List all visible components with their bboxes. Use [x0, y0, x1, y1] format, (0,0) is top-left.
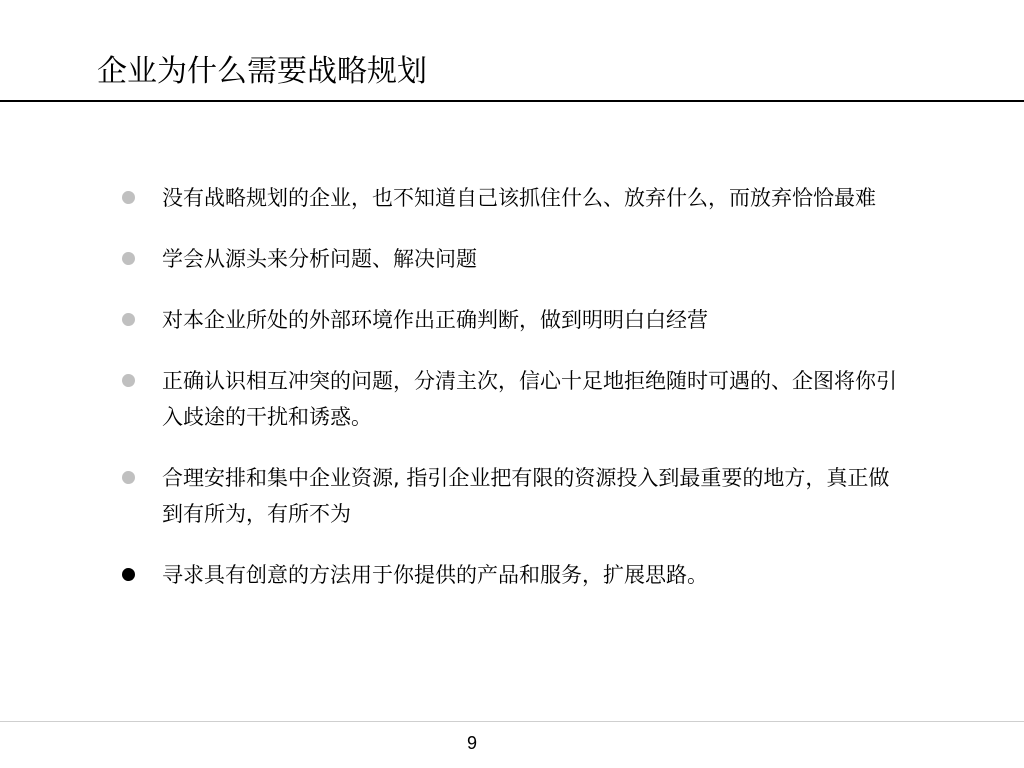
- bullet-list: [120, 180, 910, 618]
- list-item: [120, 302, 910, 338]
- bullet-text: 没有战略规划的企业，也不知道自己该抓住什么、放弃什么，而放弃恰恰最难: [162, 186, 876, 210]
- bullet-text: 正确认识相互冲突的问题，分清主次，信心十足地拒绝随时可遇的、企图将你引入歧途的干扰和诱惑。: [162, 369, 897, 429]
- list-item: [120, 557, 910, 593]
- bullet-text: 合理安排和集中企业资源, 指引企业把有限的资源投入到最重要的地方，真正做到有所为，有所不为: [162, 466, 890, 526]
- bullet-text: 寻求具有创意的方法用于你提供的产品和服务，扩展思路。: [162, 563, 708, 587]
- bullet-dot-icon: [122, 191, 135, 204]
- slide-title: 企业为什么需要战略规划: [97, 54, 427, 89]
- list-item: [120, 180, 910, 216]
- bullet-dot-icon: [122, 568, 135, 581]
- title-divider: [0, 100, 1024, 102]
- bullet-text: 对本企业所处的外部环境作出正确判断，做到明明白白经营: [162, 308, 708, 332]
- bullet-dot-icon: [122, 471, 135, 484]
- list-item: [120, 363, 910, 435]
- bullet-dot-icon: [122, 313, 135, 326]
- bullet-dot-icon: [122, 374, 135, 387]
- page-number: 9: [466, 733, 477, 753]
- bullet-dot-icon: [122, 252, 135, 265]
- bullet-text: 学会从源头来分析问题、解决问题: [162, 247, 477, 271]
- footer-divider: [0, 721, 1024, 722]
- list-item: [120, 241, 910, 277]
- list-item: [120, 460, 910, 532]
